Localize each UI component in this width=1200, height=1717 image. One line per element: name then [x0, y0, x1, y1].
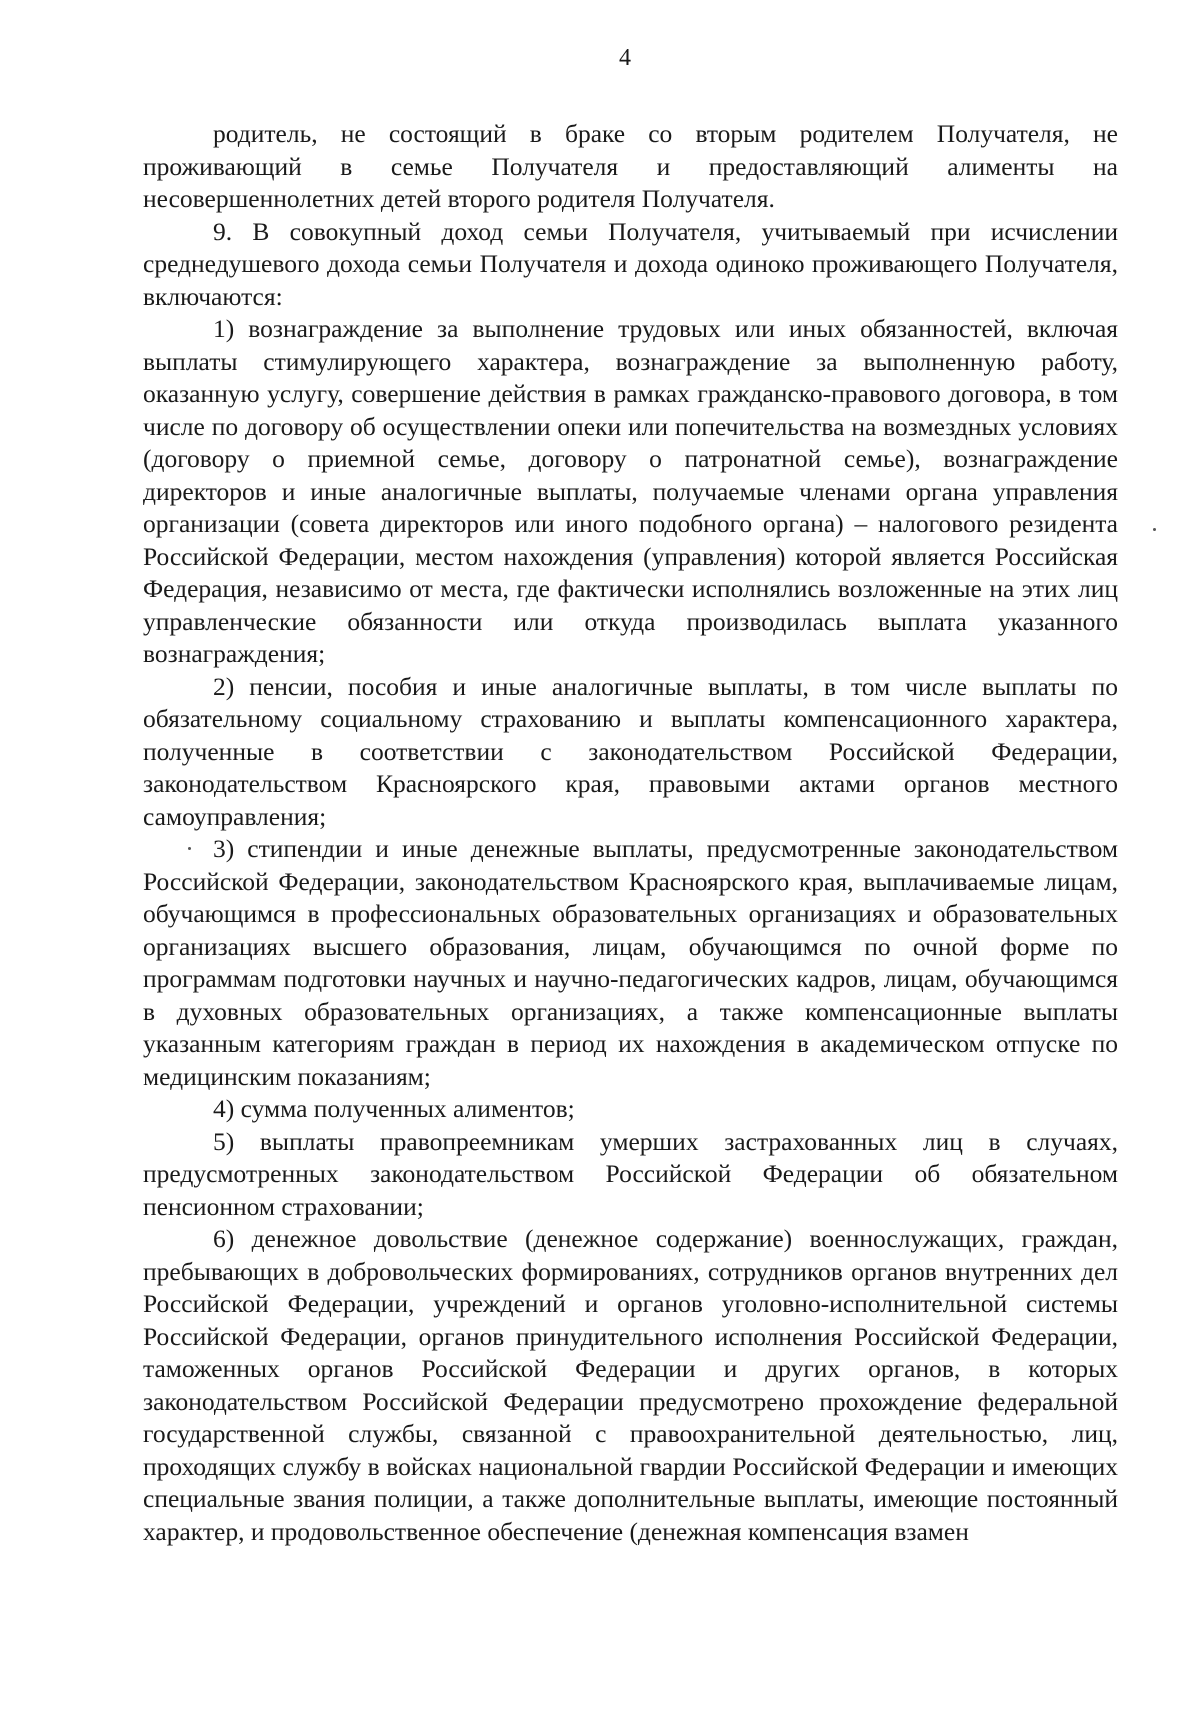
paragraph-subitem-5: 5) выплаты правопреемникам умерших застрахованных лиц в случаях, предусмотренных законодательством Российской Федерации об обязательном пенсионном страховании; [143, 1126, 1118, 1221]
paragraph-subitem-2: 2) пенсии, пособия и иные аналогичные выплаты, в том числе выплаты по обязательному социальному страхованию и выплаты компенсационного характера, полученные в соответствии с законодательством Российской Федерации, законодательством Красноярского края, правовыми актами органов местного самоуправления; [143, 671, 1118, 831]
paragraph-subitem-6: 6) денежное довольствие (денежное содержание) военнослужащих, граждан, пребывающих в добровольческих формированиях, сотрудников органов внутренних дел Российской Федерации, учреждений и органов уголовно-исполнительной системы Российской Федерации, органов принудительного исполнения Российской Федерации, таможенных органов Российской Федерации и других органов, в которых законодательством Российской Федерации предусмотрено прохождение федеральной государственной службы, связанной с правоохранительной деятельностью, лиц, проходящих службу в войсках национальной гвардии Российской Федерации и имеющих специальные звания полиции, а также дополнительные выплаты, имеющие постоянный характер, и продовольственное обеспечение (денежная компенсация взамен [143, 1224, 1118, 1546]
page-number: 4 [619, 45, 631, 71]
scan-speck [1153, 528, 1156, 531]
paragraph-continuation: родитель, не состоящий в браке со вторым родителем Получателя, не проживающий в семье Получателя и предоставляющий алименты на несовершеннолетних детей второго родителя Получателя. [143, 119, 1118, 213]
paragraph-item-9: 9. В совокупный доход семьи Получателя, учитываемый при исчислении среднедушевого дохода семьи Получателя и дохода одиноко проживающего Получателя, включаются: [143, 216, 1118, 311]
paragraph-subitem-4: 4) сумма полученных алиментов; [213, 1094, 575, 1123]
scan-speck [188, 847, 191, 850]
paragraph-subitem-1: 1) вознаграждение за выполнение трудовых или иных обязанностей, включая выплаты стимулирующего характера, вознаграждение за выполненную работу, оказанную услугу, совершение действия в рамках гражданско-правового договора, в том числе по договору об осуществлении опеки или попечительства на возмездных условиях (договору о приемной семье, договору о патронатной семье), вознаграждение директоров и иные аналогичные выплаты, получаемые членами органа управления организации (совета директоров или иного подобного органа) – налогового резидента Российской Федерации, местом нахождения (управления) которой является Российская Федерация, независимо от места, где фактически исполнялись возложенные на этих лиц управленческие обязанности или откуда производилась выплата указанного вознаграждения; [143, 314, 1118, 668]
paragraph-subitem-3: 3) стипендии и иные денежные выплаты, предусмотренные законодательством Российской Федерации, законодательством Красноярского края, выплачиваемые лицам, обучающимся в профессиональных образовательных организациях и образовательных организациях высшего образования, лицам, обучающимся по очной форме по программам подготовки научных и научно-педагогических кадров, лицам, обучающимся в духовных образовательных организациях, а также компенсационные выплаты указанным категориям граждан в период их нахождения в академическом отпуске по медицинским показаниям; [143, 834, 1118, 1091]
document-body [143, 118, 1118, 1548]
